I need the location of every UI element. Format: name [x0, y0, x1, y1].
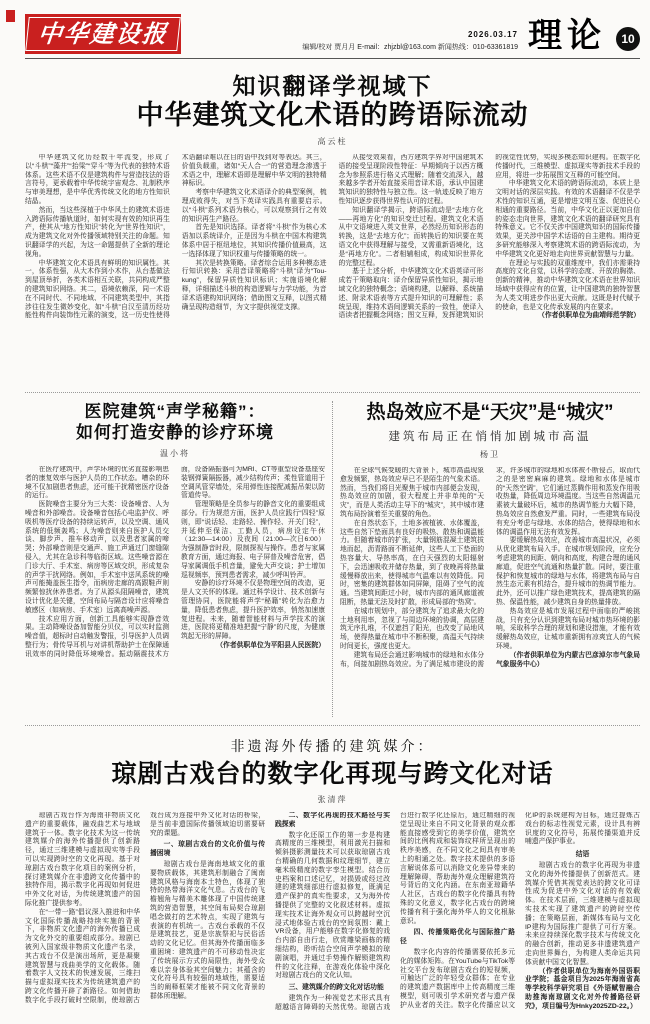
main-body	[25, 154, 640, 386]
section-heading: 二、数字化再现的技术路径与实践探索	[275, 812, 390, 828]
heat-headline: 热岛效应不是“天灾”是“城灾”	[366, 402, 614, 423]
page-number-badge: 10	[616, 27, 640, 51]
section-heading: 四、传播策略优化与国际推广路径	[400, 929, 515, 946]
paragraph: 在全球气候变暖的大背景下，城市高温现象愈发频繁，热岛效应早已不是陌生的气象术语。然而，当我们将目光聚焦于城市内部便会发现，热岛效应的加剧，很大程度上并非单纯的“天灾”，而是人类活动主导下的“城灾”，其中城市建筑布局扮演着至关重要的角色。	[340, 467, 484, 518]
paragraph: 然而，当这些深植于中华风土的建筑术语进入跨语际传播轨道时，如何实现有效的知识再生产，使其从“地方性知识”转化为“世界性知识”，成为建筑文化对外传播领域特别关注的命题。知识翻译学的兴起，为这一命题提供了全新的理论视角。	[25, 206, 170, 258]
masthead-logo	[25, 14, 181, 54]
paragraph: 基于上述分析，中华建筑文化术语英译可形成若干策略取向：译介保留异质性知识，揭示地域文化的独特概念；语境构建，以解释、系统描述、附录术语表等方式提升知识的可理解性；系统呈现，维持术语间逻辑关系的一致性，使译入语读者把握概念网络；图文互释，发挥建筑知识的视觉性优势，实现多模态知识建构。在数字化传播时代，三维模型、虚拟现实等新技术手段的应用，将进一步拓展图文互释的可能空间。	[338, 154, 640, 320]
paragraph: 首先是知识选择。译者将“斗栱”作为核心术语加以系统译介，正是因为斗栱在中国木构建筑体系中居于枢纽地位，其知识传播价值最高，这一选择体现了知识权重与传播策略的统一。	[181, 224, 327, 258]
opera-byline: 张清萍	[317, 795, 348, 804]
paragraph: 考察中华建筑文化术语译介的典型案例，梳理成败得失，对当下英译实践具有重要启示。以“斗栱”系列术语为核心，可以观察到行之有效的知识再生产路径。	[181, 189, 327, 223]
opera-headline: 琼剧古戏台的数字化再现与跨文化对话	[111, 760, 554, 788]
heat-body	[340, 467, 640, 717]
vertical-divider	[332, 401, 333, 717]
heat-byline: 杨卫	[480, 450, 500, 459]
paragraph: 建筑布局还会通过影响城市的绿地和水体分布，间接加剧热岛效应。为了满足城市建设的需求，许多城市的绿地和水体被不断侵占，取而代之的是密密麻麻的建筑。绿地和水体是城市的“天然空调”，它们通过蒸腾作用和蒸发作用吸收热量，降低周边环境温度。当这些自然调温元素被大量破坏后，城市的热调节能力大幅下降，热岛效应自然愈发严重。同时，一些建筑布局没有充分考虑与绿地、水体的结合，使得绿地和水体的调温作用无法有效发挥。	[340, 467, 640, 668]
paragraph: 在自然状态下，土地多被植被、水体覆盖，这些自然下垫面具有良好的吸热、散热和调温能力。但随着城市的扩张，大量钢筋混凝土建筑拔地而起，沥青路面不断延伸，这些人工下垫面的热容量大、导热率高，在白天强烈的太阳辐射下，会迅速吸收并储存热量，到了夜晚再将热量缓慢释放出来，使得城市气温难以有效降低。同时，密集的建筑群体如同屏障，阻碍了空气的流通。当建筑间距过小时，城市内部的通风廊道被阻断，热量无法及时扩散，形成局部的“热窝”。	[340, 519, 484, 606]
paragraph: 在“一带一路”倡议深入推进和中华文化国际传播战略持续实施的背景下，非物质文化遗产的海外传播已成为文化外交的重要组成部分。琼剧已被列入国家级非物质文化遗产名录，其古戏台不仅是演出场所，更是凝聚建筑智慧与戏曲美学的文化载体。随着数字人文技术的快速发展，三维扫描与虚拟现实技术为传统建筑遗产的跨文化传播开辟了新路径。如何借助数字化手段打破时空限制，使琼剧古戏台成为连接中外文化对话的桥梁，是当前非遗国际传播领域迫切需要研究的课题。	[25, 812, 265, 1004]
paragraph: 在理论与实践的双重维度中，我们亦需秉持高度的文化自觉，以科学的态度、开放的胸襟、创新的精神，推动中华建筑文化术语在世界知识场域中获得应有的位置，让中国建筑的独特智慧为人类文明进步作出更大贡献。这既是时代赋予的使命，也是文化传承发展的内在要求。	[495, 259, 640, 311]
section-heading: 一、琼剧古戏台的文化价值与传播困境	[150, 841, 265, 858]
paragraph: 医院噪音主要分为三大类：设备噪音、人为噪音和外部噪音。设备噪音包括心电监护仪、呼吸机等医疗设备的持续运转声，以及空调、通风系统的低频轰鸣；人为噪音则来自医护人员交谈、脚步声、推车移动声，以及患者家属的啼哭；外部噪音则是交通声、施工声通过门窗缝隙侵入，尤其在急诊科等临街区域。这些噪音源在门诊大厅、手术室、病房等区域交织，形成复杂的声学干扰网络。例如，手术室中送风系统的噪声可能掩盖医生指令，而病房走廊的高跟鞋声则频繁惊扰休养患者。为了从源头阻隔噪音，建筑设计优化是关键，空间布局与隔音设计应将噪音敏感区（如病房、手术室）远离高噪声源。	[25, 501, 169, 614]
author-attribution: （作者供职单位为曲靖师范学院）	[538, 312, 640, 320]
paragraph: 中华建筑文化历经数千年流变，形成了以“斗栱”“藻井”“抬梁”“穿斗”等为代表的独特术语体系。这些术语不仅是建筑构件与营造技法的语言符号，更承载着中华传统宇宙观念、礼制秩序与审美理想，是中华优秀传统文化的地方性知识结晶。	[25, 154, 170, 205]
paragraph: 在城市规划中，部分建筑为了追求最大化的土地利用率，忽视了与周边环境的协调，高层建筑无序扎堆，不仅遮挡了阳光，也改变了局地风场，使得热量在城市中不断积聚，高温天气持续时间更长，强度也更大。	[340, 607, 484, 650]
section-title: 理论	[528, 18, 606, 55]
paragraph: 从接受效果看，西方建筑学界对中国建筑术语的接受呈现阶段性特征：早期倾向于以西方概念为参照系进行格义式理解；随着交流深入，越来越多学者开始直接采用音译术语，承认中国建筑知识的独特性与独立性。这一轨迹反映了地方性知识逐步获得世界性认可的过程。	[338, 154, 484, 205]
middle-section	[25, 392, 640, 717]
main-byline: 高云柱	[317, 137, 348, 146]
page-header	[25, 14, 640, 59]
issue-date: 2026.03.17	[467, 30, 518, 39]
main-headline-line2: 中华建筑文化术语的跨语际流动	[136, 100, 529, 130]
heat-subtitle: 建筑布局正在悄悄加剧城市高温	[388, 429, 592, 443]
paragraph: 数字化还原工作的第一步是构建高精度的三维模型，利用激光扫描和倾斜摄影测量技术可以获取琼剧古戏台精确的几何数据和纹理细节，建立毫米级精度的数字孪生模型。结合历史档案和口述记忆，对损毁或经过改建的建筑细部进行虚拟修复，既满足遗产保护的真实性要求，又为海外传播提供了完整的文化叙述材料。虚拟现实技术让海外观众可以跨越时空沉浸式地体验古戏台的空间氛围：戴上VR设备，用户能够在数字化修复的戏台内部自由行走，欣赏雕梁画栋的精细结构，聆听结合空间声学模拟的琼剧演唱，并通过手势操作解锁建筑构件的文化注释，在游戏化体验中深化对琼剧古戏台的文化认知。	[275, 831, 390, 980]
author-attribution: （作者供职单位为海南外国语职业学院；基金项目为2025年海南省高等学校科学研究项目《外语赋智融合助推海南琼剧文化对外传播路径研究》，项目编号为Hnky2025ZD-22。）	[525, 967, 640, 1010]
registration-mark	[6, 10, 15, 22]
author-attribution: （作者供职单位为平阳县人民医院）	[216, 641, 325, 649]
article-hospital	[25, 401, 325, 717]
paragraph: 建筑作为一种视觉艺术形式具有超越语言障碍的天然优势。琼剧古戏台进行数字化还原后，通过精细的视觉呈现让来自不同文化背景的观众都能直接感受到它的美学价值，建筑空间的比例构成和装饰纹样所呈现出的秩序美感，在不同文化之间具有审美上的相通之处。数字技术提供的多语言解说体系可以消除文化差异带来的理解障碍，帮助海外观众理解建筑符号背后的文化内涵。在东南亚琼籍华人社区，古戏台的数字化传播具有特殊的文化意义，数字化古戏台的跨境传播有利于强化海外华人的文化根脉意识。	[275, 812, 515, 1011]
paragraph: 管理策略是全员参与的静音文化的重要组成部分。行为规范方面，医护人员应践行“四轻”原则，即“说话轻、走路轻、操作轻、开关门轻”，并延伸至保洁、工勤人员，病房设定午休（12:30—14:00）及夜间（21:00—次日6:00）为强制静音时段，限制探视与操作。患者与家属教育方面，通过海报、电子屏普及噪音危害，倡导家属调低手机音量，避免大声交谈；护士增加巡视频率，预判患者需求，减少呼叫铃声。	[181, 501, 325, 579]
paragraph: 琼剧古戏台是海南地域文化的重要物质载体，其建筑形制融合了闽南建筑风格与海南本土特色，体现了独特的热带海洋文化气息。古戏台的飞檐翘角与精美木雕体现了中国传统建筑的营造智慧，其空间布局契合琼剧唱念做打的艺术特点，实现了建筑与表演的有机统一。古戏台承载的不仅是建筑技艺，更是宗族祭祀与民俗活动的文化记忆。但其海外传播面临多重困境：建筑遗产的不可移动性决定了传统展示方式的局限性，海外受众难以亲身体验其空间魅力；其蕴含的文化符号具有较强的地域性，需要适当的阐释框架才能被不同文化背景的群体所理解。	[150, 860, 265, 1000]
hospital-headline-line2: 如何打造安静的诊疗环境	[76, 423, 274, 442]
conclusion-heading: 结语	[575, 851, 590, 859]
section-heading: 三、建筑媒介的跨文化对话功能	[288, 984, 384, 992]
hospital-byline: 温小将	[160, 449, 190, 458]
paragraph: 琼剧古戏台作为海南非物质文化遗产的重要载体，融戏曲艺术与地域建筑于一体。数字化技术为这一传统建筑媒介的海外传播提供了创新路径，通过三维建模与虚拟现实等手段可以实现跨时空的文化再现。基于对琼剧古戏台数字化项目的案例分析，探讨建筑媒介在非遗跨文化传播中的独特作用，揭示数字化再现如何促进中外文化对话，为传统建筑遗产的国际化推广提供参考。	[25, 812, 140, 907]
author-attribution: （作者供职单位为内蒙古巴彦淖尔市气象局气象服务中心）	[496, 651, 640, 668]
paragraph: 要缓解热岛效应，改善城市高温状况，必须从优化建筑布局入手。在城市规划阶段，应充分考虑建筑的间距、朝向和高度，构建合理的通风廊道，促进空气流通和热量扩散。同时，要注重保护和恢复城市的绿地与水体，将建筑布局与自然生态元素有机结合，提升城市的热调节能力。此外，还可以推广绿色建筑技术，提高建筑的隔热、保温性能，减少建筑自身的热量排放。	[496, 537, 640, 606]
paragraph: 中华建筑文化术语的跨语际流动，本质上是文明对话的深层实践。有效的术语翻译不仅是学术性的知识互通，更是增进文明互鉴、促进民心相通的重要路径。当前，中华文化正以更加自信的姿态走向世界，建筑文化术语的翻译研究具有特殊意义。它不仅关涉中国建筑知识的国际传播效果，更关涉中国学术话语的自主建构。期待更多研究能够深入考察建筑术语的跨语际流动，为中华建筑文化更好地走向世界贡献智慧与力量。	[495, 180, 640, 258]
paragraph: 技术应用方面，创新工具能够实现静音效果。主动降噪设备加智能分贝仪，可以实时监测噪音值，超标时自动触发警报，引导医护人员调整行为；骨传导耳机与对讲机帮助护士在保障通讯效率的同时降低环境噪音。振动隔震技术方面，设备隔振器可为MRI、CT等重型设备基座安装钢弹簧隔振器，减少结构传声；柔性管道用于空调风管穿墙处，采用弹性连接配减振吊架以防管道传导。	[25, 466, 325, 658]
article-main	[25, 59, 640, 386]
article-heat-island	[340, 401, 640, 717]
paragraph: 数字化内容的传播需要依托多元化的媒体矩阵。在YouTube与TikTok等社交平台发布琼剧古戏台的短视频，可触达广泛的年轻受众群体；在专业的建筑遗产数据库中上传高精度三维模型，则可吸引学术研究者与遗产保护从业者的关注。数字化传播应以文化IP的系统建构为目标，通过提炼古戏台的标志性视觉元素，设计具有辨识度的文化符号，拓展传播渠道并反哺遗产保护事业。	[400, 812, 640, 1009]
paragraph: 安静的诊疗环境不仅是物理空间的改造，更是人文关怀的体现。通过科学设计、技术创新与管理协同，医院能将声学“秘籍”转化为治愈力量，降低患者焦虑，提升医护效率，悄然加速康复进程。未来，随着智能材料与声学技术的演进，医院将更精准地把握“宁静”的尺度，为健康筑起无形的屏障。	[181, 580, 325, 641]
opera-body	[25, 812, 640, 1020]
paragraph: 琼剧古戏台的数字化再现为非遗文化的海外传播提供了创新范式。建筑媒介凭借其视觉表达的跨文化可译性成为促进中外文化对话的有效载体。在技术层面，三维建模与虚拟现实技术实现了建筑遗产的跨时空传播；在策略层面，新媒体布局与文化IP建构为国际推广提供了可行方案。未来应持续深化数字技术与传统文化的融合创新，推动更多非遗建筑遗产走向世界舞台，为构建人类命运共同体贡献中国文化智慧。	[525, 861, 640, 966]
paper-name: 中华建设报	[25, 17, 181, 51]
paragraph: 在医疗建筑中，声学环境的优劣直接影响患者的康复效率与医护人员的工作状态。嘈杂的环境不仅加剧患者焦虑，还可能干扰精密医疗设备的运行。	[25, 466, 169, 500]
hospital-body	[25, 466, 325, 716]
paragraph: 知识翻译学揭示，跨语际流动是“去地方化——再地方化”的知识变迁过程。建筑文化术语从中文语境进入英文世界，必然经历知识形态的转换，这是“去地方化”；而转换后的知识要在英语文化中获得理解与接受，又需重新语境化，这是“再地方化”。二者相辅相成，构成知识世界化的完整过程。	[338, 206, 484, 267]
paragraph: 热岛效应是城市发展过程中面临的严峻挑战，只有充分认识到建筑布局对城市热环境的影响，采取科学合理的规划和建设措施，才能有效缓解热岛效应，让城市重新拥有凉爽宜人的气候环境。	[496, 607, 640, 650]
main-headline-line1: 知识翻译学视域下	[232, 73, 433, 99]
editor-contact-line: 编辑/校对 贾月月 E-mail：zhjzbl@163.com 新闻热线：010-63361819	[302, 44, 518, 51]
paragraph: 其次是转换策略。译者综合运用多种模态进行知识转换：采用音译策略将“斗栱”译为“Tou-kung”，保留异质性知识标识；实施语境化解释，详细描述斗栱的构造逻辑与力学功能，为音译术语建构知识网络；借助图文互释，以图式精确呈现构造细节，为文字提供视觉支撑。	[181, 259, 327, 311]
hospital-headline-line1: 医院建筑“声学秘籍”：	[84, 402, 266, 421]
opera-kicker: 非遗海外传播的建筑媒介：	[230, 739, 435, 755]
paragraph: 中华建筑文化术语具有鲜明的知识属性。其一，体系性强，从大木作到小木作，从台基做法到屋顶举折，各类术语相互关联，共同构成严整的建筑知识网络。其二，语境依赖深，同一术语在不同时代、不同地域、不同建筑类型中，其指涉往往发生微妙变化，如“斗栱”自汉至清历经功能性构件向装饰性元素的演变，这一历史性使得术语翻译难以在目的语中找到对等表达。其三，价值负载重，诸如“天人合一”的营造理念渗透于术语之中，理解术语即是理解中华文明的独特精神标识。	[25, 154, 327, 320]
article-opera-stage	[25, 725, 640, 1020]
